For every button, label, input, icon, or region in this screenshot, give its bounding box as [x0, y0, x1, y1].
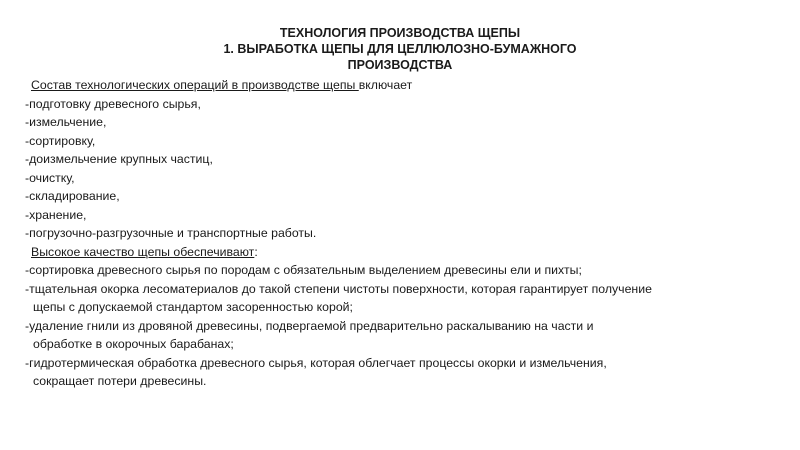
quality-item-continuation: обработке в окорочных барабанах; [33, 337, 234, 351]
quality-item-continuation: сокращает потери древесины. [33, 374, 207, 388]
operations-intro [25, 76, 795, 95]
slide-subtitle: 1. ВЫРАБОТКА ЩЕПЫ ДЛЯ ЦЕЛЛЮЛОЗНО-БУМАЖНОГО [223, 42, 577, 56]
quality-intro-rest: : [254, 244, 258, 259]
operation-item: -подготовку древесного сырья, [25, 96, 201, 111]
quality-intro [25, 243, 795, 262]
operations-intro-underlined: Состав технологических операций в производстве щепы [31, 78, 359, 92]
operation-item: -доизмельчение крупных частиц, [25, 152, 213, 166]
operation-item: -измельчение, [25, 115, 107, 129]
slide-title: ТЕХНОЛОГИЯ ПРОИЗВОДСТВА ЩЕПЫ [279, 26, 521, 40]
operation-item: -очистку, [25, 170, 75, 185]
operation-item: -хранение, [25, 207, 87, 222]
operation-item: -сортировку, [25, 133, 96, 148]
quality-intro-underlined: Высокое качество щепы обеспечивают [31, 244, 255, 259]
slide-subtitle-continuation: ПРОИЗВОДСТВА [347, 58, 453, 72]
operation-item: -складирование, [25, 189, 120, 203]
quality-item: -тщательная окорка лесоматериалов до такой степени чистоты поверхности, которая гарантирует получение [25, 281, 652, 296]
operation-item: -погрузочно-разгрузочные и транспортные работы. [25, 226, 317, 240]
slide-body [25, 76, 795, 391]
operations-intro-rest: включает [358, 78, 413, 92]
quality-item: -сортировка древесного сырья по породам с обязательным выделением древесины ели и пихты; [25, 263, 582, 277]
quality-item: -удаление гнили из дровяной древесины, подвергаемой предварительно раскалыванию на части и [25, 318, 594, 333]
quality-item-continuation: щепы с допускаемой стандартом засоренностью корой; [33, 300, 353, 314]
quality-item: -гидротермическая обработка древесного сырья, которая облегчает процессы окорки и измельчения, [25, 355, 607, 370]
